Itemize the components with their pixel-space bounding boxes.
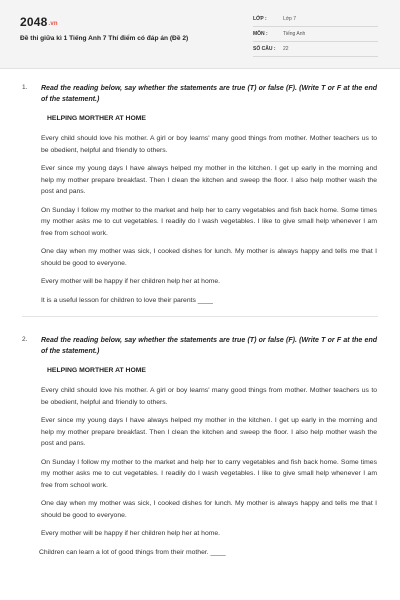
passage-paragraph: Every mother will be happy if her children help her at home. bbox=[41, 530, 221, 538]
true-false-statement: Children can learn a lot of good things from their mother. ____ bbox=[39, 548, 226, 556]
question-body bbox=[41, 335, 377, 558]
page-header bbox=[0, 0, 400, 69]
meta-subject-row bbox=[253, 27, 378, 42]
meta-class-label: LỚP : bbox=[253, 16, 267, 22]
passage-paragraph: On Sunday I follow my mother to the market and help her to carry vegetables and fish back home. Some times my mother asks me to cut vegetables. I readily do I wash vegetables. I like to give small help whenever I am free from school work. bbox=[41, 458, 377, 489]
logo-tld: .vn bbox=[48, 21, 58, 27]
meta-count-row bbox=[253, 42, 378, 57]
site-logo[interactable] bbox=[20, 15, 58, 29]
passage-paragraph: Ever since my young days I have always helped my mother in the kitchen. I get up early in the morning and help my mother prepare breakfast. Then I clean the kitchen and sweep the floor. I also help mother wash the post and pans. bbox=[41, 164, 377, 196]
question-instruction: Read the reading below, say whether the statements are true (T) or false (F). (Write T or F at the end of the statement.) bbox=[41, 337, 377, 356]
question-instruction: Read the reading below, say whether the statements are true (T) or false (F). (Write T or F at the end of the statement.) bbox=[41, 85, 377, 103]
question-2 bbox=[22, 317, 400, 558]
exam-content bbox=[0, 69, 400, 558]
question-1 bbox=[22, 69, 400, 317]
exam-title: Đề thi giữa kì 1 Tiếng Anh 7 Thí điểm có đáp án (Đề 2) bbox=[20, 35, 189, 42]
true-false-statement: It is a useful lesson for children to love their parents ____ bbox=[41, 296, 213, 304]
question-number: 2. bbox=[22, 336, 28, 344]
exam-meta bbox=[253, 12, 378, 57]
passage-paragraph: Every mother will be happy if her children help her at home. bbox=[41, 278, 221, 286]
meta-count-label: SỐ CÂU : bbox=[253, 46, 276, 52]
passage-paragraph: Every child should love his mother. A girl or boy learns' many good things from mother. Mother teachers us to be obedient, helpful and friendly to others. bbox=[41, 135, 377, 154]
passage-paragraph: One day when my mother was sick, I cooked dishes for lunch. My mother is always happy and tells me that I should be good to everyone. bbox=[41, 500, 377, 519]
meta-class-row bbox=[253, 12, 378, 27]
meta-subject-value: Tiếng Anh bbox=[283, 31, 306, 37]
question-number: 1. bbox=[22, 84, 28, 91]
passage-paragraph: One day when my mother was sick, I cooked dishes for lunch. My mother is always happy and tells me that I should be good to everyone. bbox=[41, 248, 377, 267]
logo-text: 2048 bbox=[20, 15, 48, 29]
meta-subject-label: MÔN : bbox=[253, 31, 268, 37]
passage-paragraph: Ever since my young days I have always helped my mother in the kitchen. I get up early in the morning and help my mother prepare breakfast. Then I clean the kitchen and sweep the floor. I also help mother wash the post and pans. bbox=[41, 417, 377, 448]
passage-title: HELPING MORTHER AT HOME bbox=[47, 367, 146, 375]
passage-paragraph: On Sunday I follow my mother to the market and help her to carry vegetables and fish back home. Some times my mother asks me to cut vegetables. I readily do I wash vegetables. I like to give small help whenever I am free from school work. bbox=[41, 206, 377, 237]
meta-class-value: Lớp 7 bbox=[283, 16, 297, 22]
passage-title: HELPING MORTHER AT HOME bbox=[47, 115, 146, 122]
question-body bbox=[41, 83, 377, 306]
meta-count-value: 22 bbox=[283, 46, 289, 52]
passage-paragraph: Every child should love his mother. A girl or boy learns' many good things from mother. Mother teachers us to be obedient, helpful and friendly to others. bbox=[41, 387, 377, 406]
